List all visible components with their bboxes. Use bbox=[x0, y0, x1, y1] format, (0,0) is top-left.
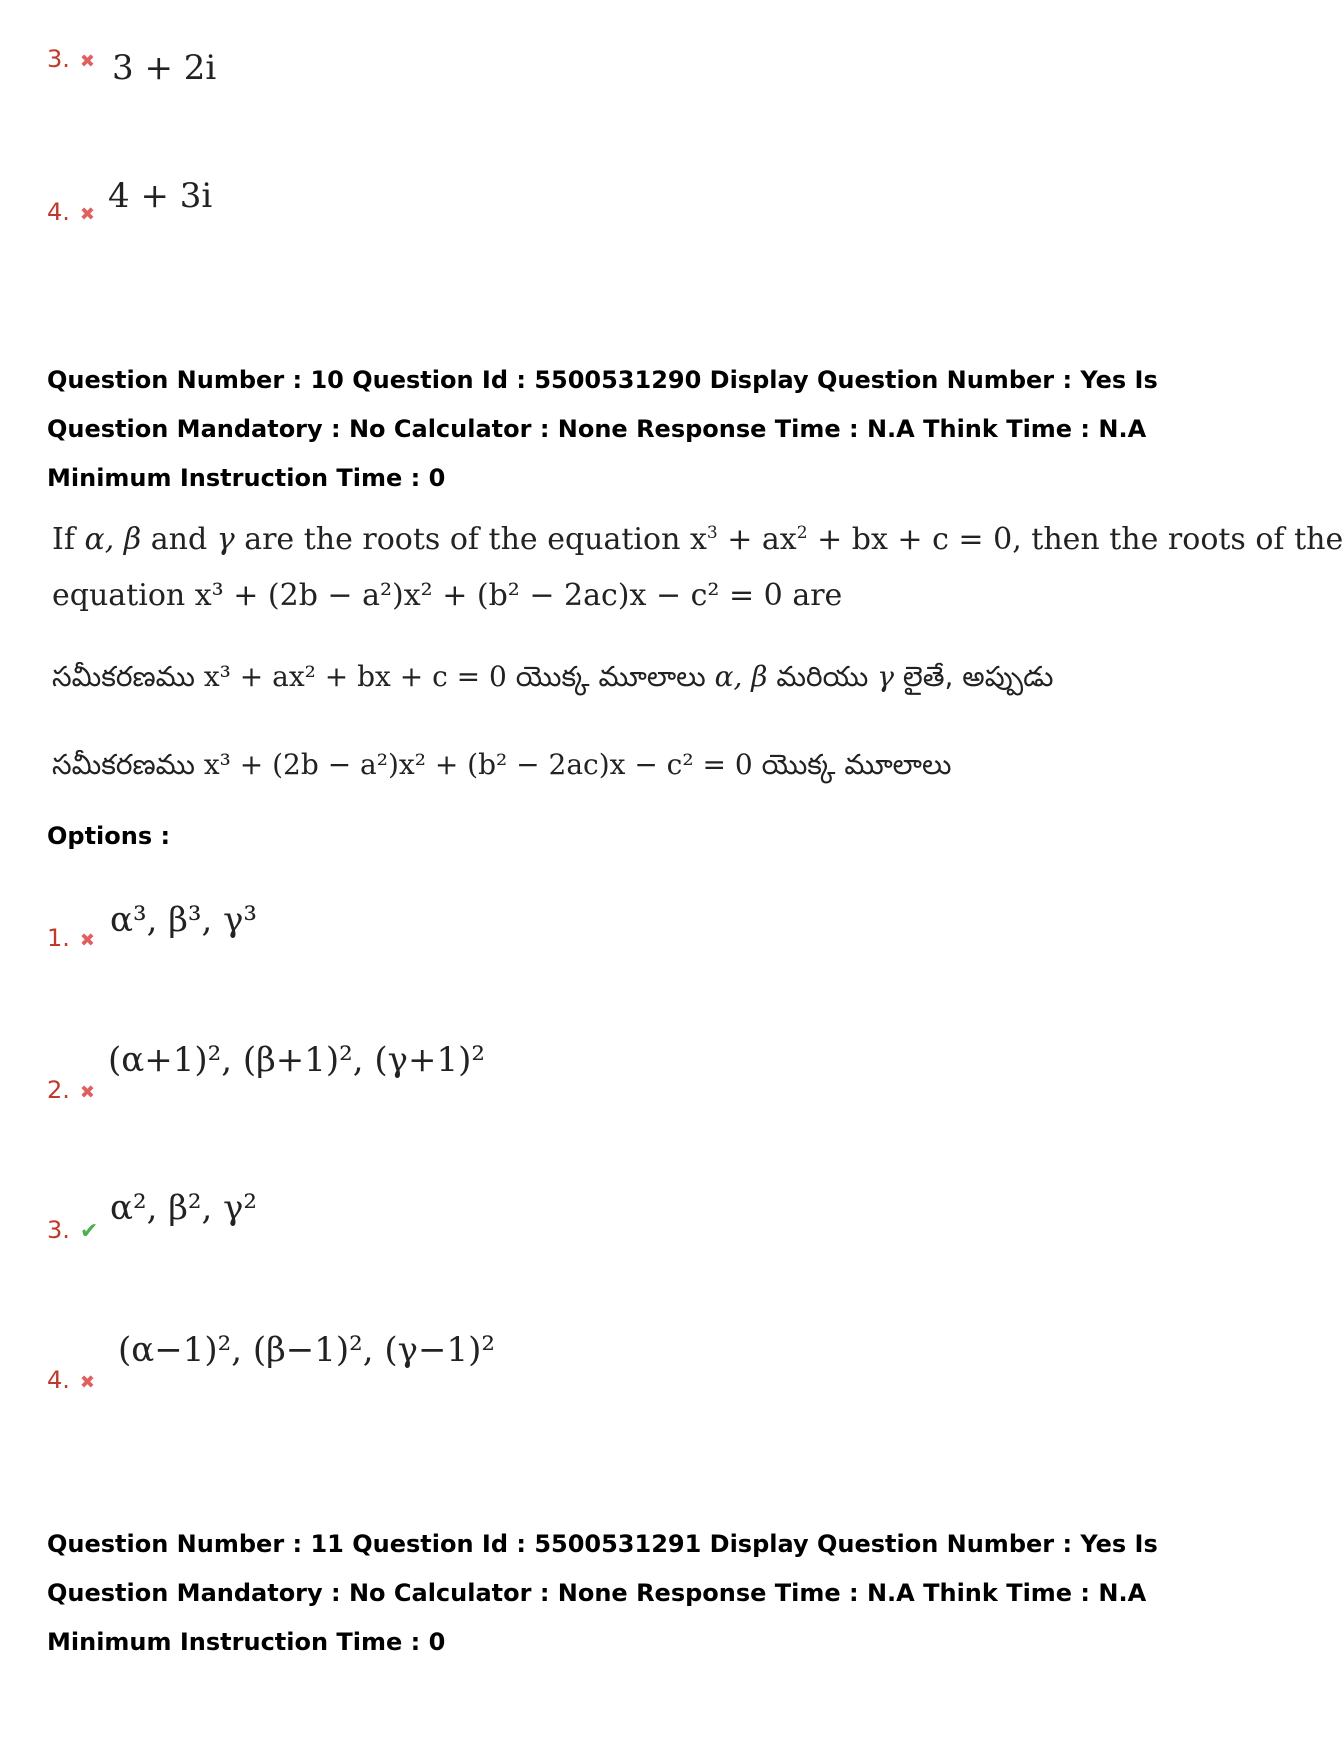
option-3 bbox=[47, 1216, 98, 1244]
option-number: 3. bbox=[47, 1216, 70, 1244]
question-10-meta: Question Number : 10 Question Id : 5500531290 Display Question Number : Yes Is Question Mandatory : No Calculator : None Response Time : N.A Think Time : N.A Minimum Instruction Time : 0 bbox=[47, 366, 1158, 492]
cross-icon: ✖ bbox=[79, 204, 95, 225]
question-10-telugu-line1: సమీకరణము x³ + ax² + bx + c = 0 యొక్క మూలాలు α, β మరియు γ లైతే, అప్పుడు bbox=[52, 660, 1054, 693]
option-1 bbox=[47, 924, 95, 952]
option-number: 3. bbox=[47, 45, 70, 73]
option-4 bbox=[47, 1366, 95, 1394]
option-text: α³, β³, γ³ bbox=[110, 900, 258, 940]
option-text: (α−1)², (β−1)², (γ−1)² bbox=[118, 1330, 496, 1370]
option-number: 1. bbox=[47, 924, 70, 952]
option-text: α², β², γ² bbox=[110, 1188, 258, 1228]
cross-icon: ✖ bbox=[79, 51, 95, 72]
cross-icon: ✖ bbox=[79, 930, 95, 951]
option-number: 4. bbox=[47, 1366, 70, 1394]
prev-option-4 bbox=[47, 198, 95, 226]
question-11-meta: Question Number : 11 Question Id : 5500531291 Display Question Number : Yes Is Question Mandatory : No Calculator : None Response Time : N.A Think Time : N.A Minimum Instruction Time : 0 bbox=[47, 1530, 1158, 1656]
cross-icon: ✖ bbox=[79, 1372, 95, 1393]
check-icon: ✔ bbox=[79, 1219, 99, 1244]
option-number: 4. bbox=[47, 198, 70, 226]
option-text: 3 + 2i bbox=[112, 48, 217, 88]
option-text: 4 + 3i bbox=[108, 176, 213, 216]
question-10-english-line1: If α, β and γ are the roots of the equation $x^3 + ax^2$ + bx + c = 0, then the roots of the bbox=[52, 522, 1343, 557]
prev-option-3 bbox=[47, 45, 95, 73]
option-text: (α+1)², (β+1)², (γ+1)² bbox=[108, 1040, 486, 1080]
option-number: 2. bbox=[47, 1076, 70, 1104]
question-10-telugu-line2: సమీకరణము x³ + (2b − a²)x² + (b² − 2ac)x − c² = 0 యొక్క మూలాలు bbox=[52, 748, 952, 781]
options-label: Options : bbox=[47, 822, 171, 850]
option-2 bbox=[47, 1076, 95, 1104]
cross-icon: ✖ bbox=[79, 1082, 95, 1103]
question-10-english-line2: equation x³ + (2b − a²)x² + (b² − 2ac)x − c² = 0 are bbox=[52, 578, 843, 613]
